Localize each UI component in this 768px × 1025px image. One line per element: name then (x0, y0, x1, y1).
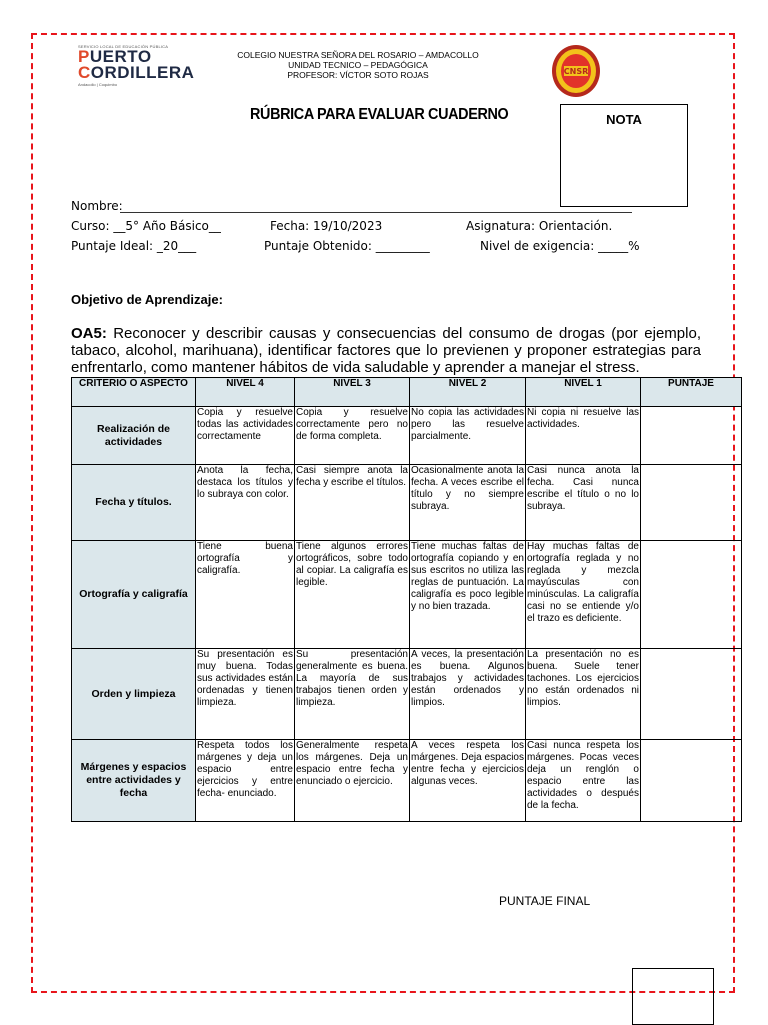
header-nivel-1: NIVEL 1 (526, 378, 641, 407)
nivel-1-cell: Casi nunca anota la fecha. Casi nunca escribe el título o no lo subraya. (526, 465, 641, 541)
header-nivel-2: NIVEL 2 (410, 378, 526, 407)
nota-label: NOTA (606, 112, 642, 127)
teacher-name: PROFESOR: VÍCTOR SOTO ROJAS (287, 70, 429, 80)
header-nivel-4: NIVEL 4 (196, 378, 295, 407)
fecha-field: Fecha: 19/10/2023 (270, 219, 383, 233)
header-puntaje: PUNTAJE (641, 378, 742, 407)
oa5-label: OA5: (71, 325, 107, 342)
school-name: COLEGIO NUESTRA SEÑORA DEL ROSARIO – AMDACOLLO (237, 50, 479, 60)
nivel-2-cell: A veces, la presentación es buena. Algunos trabajos y actividades están ordenados y limpios. (410, 649, 526, 740)
school-seal-icon (551, 44, 601, 98)
puntaje-final-box[interactable] (632, 968, 714, 1025)
nivel-4-cell: Copia y resuelve todas las actividades correctamente (196, 407, 295, 465)
logo-top-line: SERVICIO LOCAL DE EDUCACIÓN PÚBLICA (78, 44, 169, 49)
criterio-cell: Orden y limpieza (72, 649, 196, 740)
nivel-3-cell: Su presentación generalmente es buena. La mayoría de sus trabajos tienen orden y limpieza. (295, 649, 410, 740)
nivel-4-cell: Tiene buena ortografía y caligrafía. (196, 541, 295, 649)
nivel-3-cell: Copia y resuelve correctamente pero no de forma completa. (295, 407, 410, 465)
nivel-1-cell: Ni copia ni resuelve las actividades. (526, 407, 641, 465)
puntaje-cell[interactable] (641, 465, 742, 541)
seal-initials: CNSR (563, 67, 589, 76)
logo-word-puerto: PUERTO (78, 47, 152, 66)
asignatura-field: Asignatura: Orientación. (466, 219, 613, 233)
nivel-4-cell: Su presentación es muy buena. Todas sus actividades están ordenadas y tienen limpieza. (196, 649, 295, 740)
criterio-cell: Fecha y títulos. (72, 465, 196, 541)
nombre-label: Nombre: (71, 199, 123, 213)
nivel-2-cell: Ocasionalmente anota la fecha. A veces escribe el título y no siempre subraya. (410, 465, 526, 541)
table-row (72, 465, 742, 541)
nivel-1-cell: Hay muchas faltas de ortografía reglada y no reglada y mezcla mayúsculas con minúsculas. La caligrafía casi no se entiende y/o el trazo es deficiente. (526, 541, 641, 649)
table-row (72, 407, 742, 465)
nivel-2-cell: Tiene muchas faltas de ortografía copiando y en sus escritos no utiliza las reglas de puntuación. La caligrafía es poco legible y no bien trazada. (410, 541, 526, 649)
puntaje-cell[interactable] (641, 407, 742, 465)
criterio-cell: Ortografía y caligrafía (72, 541, 196, 649)
school-header (230, 50, 486, 80)
nivel-3-cell: Casi siempre anota la fecha y escribe el títulos. (295, 465, 410, 541)
puerto-cordillera-logo (78, 44, 208, 92)
nota-box (560, 104, 688, 207)
nivel-1-cell: La presentación no es buena. Suele tener tachones. Los ejercicios no están ordenados ni limpios. (526, 649, 641, 740)
table-header-row (72, 378, 742, 407)
nivel-3-cell: Tiene algunos errores ortográficos, sobre todo al copiar. La caligrafía es legible. (295, 541, 410, 649)
rubric-table (71, 377, 742, 822)
objetivo-title: Objetivo de Aprendizaje: (71, 292, 223, 307)
nivel-exigencia-field: Nivel de exigencia: _____% (480, 239, 640, 253)
header-criterio: CRITERIO O ASPECTO (72, 378, 196, 407)
nivel-2-cell: A veces respeta los márgenes. Deja espacios entre fecha y ejercicios algunas veces. (410, 740, 526, 822)
puntaje-cell[interactable] (641, 740, 742, 822)
table-row (72, 740, 742, 822)
header-nivel-3: NIVEL 3 (295, 378, 410, 407)
nivel-1-cell: Casi nunca respeta los márgenes. Pocas veces deja un renglón o espacio entre las actividades o después de la fecha. (526, 740, 641, 822)
nivel-4-cell: Respeta todos los márgenes y deja un espacio entre ejercicios y entre fecha- enunciado. (196, 740, 295, 822)
puntaje-ideal-field: Puntaje Ideal: _20___ (71, 239, 197, 253)
nivel-3-cell: Generalmente respeta los márgenes. Deja un espacio entre fecha y enunciado o ejercicio. (295, 740, 410, 822)
criterio-cell: Márgenes y espacios entre actividades y fecha (72, 740, 196, 822)
logo-bottom-line: Andacollo | Coquimbo (78, 82, 118, 87)
nivel-4-cell: Anota la fecha, destaca los títulos y lo subraya con color. (196, 465, 295, 541)
table-row (72, 649, 742, 740)
nivel-2-cell: No copia las actividades pero las resuelve parcialmente. (410, 407, 526, 465)
oa5-text: Reconocer y describir causas y consecuencias del consumo de drogas (por ejemplo, tabaco, alcohol, marihuana), identificar factores que lo previenen y proponer estrategias para enfrentarlo, como mantener hábitos de vida saludable y aprender a manejar el stress. (71, 325, 701, 376)
puntaje-obtenido-field: Puntaje Obtenido: _________ (264, 239, 430, 253)
oa5-paragraph (71, 325, 701, 376)
unit-name: UNIDAD TECNICO – PEDAGÓGICA (288, 60, 428, 70)
criterio-cell: Realización de actividades (72, 407, 196, 465)
table-row (72, 541, 742, 649)
page-title: RÚBRICA PARA EVALUAR CUADERNO (250, 106, 509, 123)
puntaje-cell[interactable] (641, 649, 742, 740)
nombre-line (120, 212, 632, 213)
curso-field: Curso: __5° Año Básico__ (71, 219, 221, 233)
puntaje-cell[interactable] (641, 541, 742, 649)
logo-word-cordillera: CORDILLERA (78, 63, 195, 82)
puntaje-final-label: PUNTAJE FINAL (499, 894, 591, 908)
